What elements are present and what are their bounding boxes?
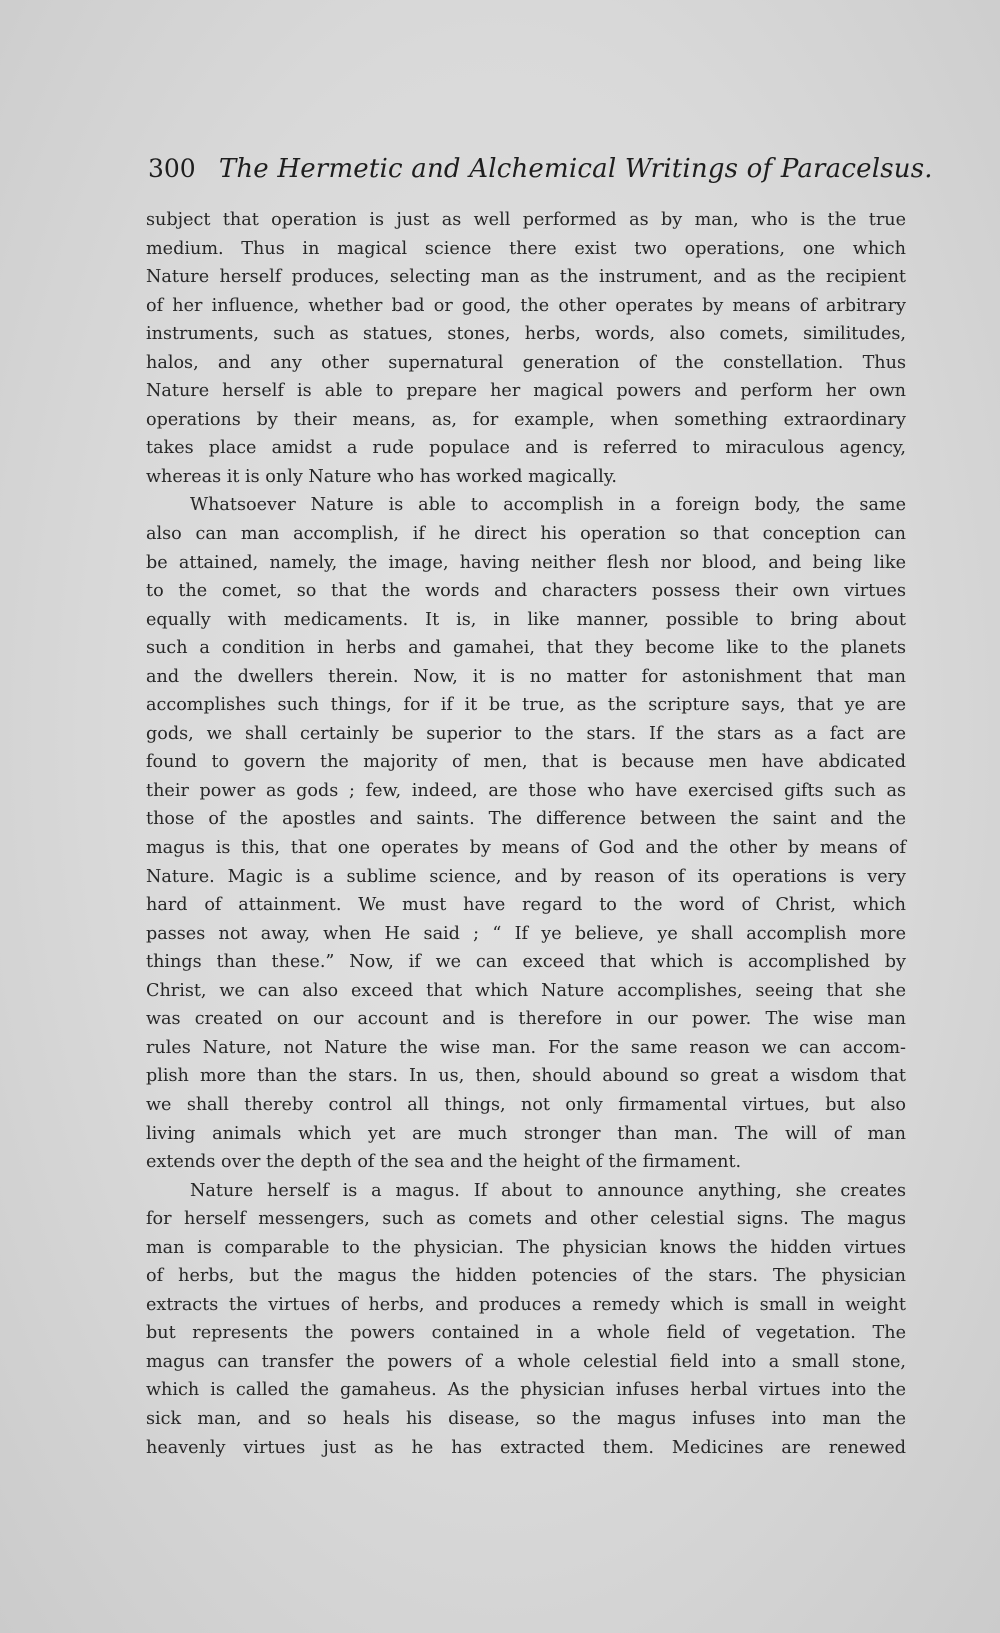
text-line: those of the apostles and saints. The difference between the saint and the (146, 809, 906, 830)
text-line: passes not away, when He said ; “ If ye believe, ye shall accomplish more (146, 923, 906, 944)
text-line: also can man accomplish, if he direct his operation so that conception can (146, 524, 906, 545)
text-line: extends over the depth of the sea and the height of the firmament. (146, 1152, 742, 1173)
text-line: magus is this, that one operates by means of God and the other by means of (146, 838, 906, 859)
text-line: takes place amidst a rude populace and is referred to miraculous agency, (146, 438, 906, 459)
running-title: The Hermetic and Alchemical Writings of Paracelsus. (218, 154, 933, 184)
text-line: extracts the virtues of herbs, and produces a remedy which is small in weight (146, 1294, 906, 1315)
text-line: halos, and any other supernatural generation of the constellation. Thus (146, 352, 906, 373)
page-header (148, 154, 933, 198)
text-line: gods, we shall certainly be superior to the stars. If the stars as a fact are (146, 723, 906, 744)
text-line: was created on our account and is therefore in our power. The wise man (146, 1009, 906, 1030)
text-line: sick man, and so heals his disease, so the magus infuses into man the (146, 1408, 906, 1429)
text-line: Nature herself produces, selecting man as the instrument, and as the recipient (146, 267, 906, 288)
text-line: be attained, namely, the image, having neither flesh nor blood, and being like (146, 552, 906, 573)
text-line: magus can transfer the powers of a whole celestial field into a small stone, (146, 1351, 906, 1372)
page-number: 300 (148, 154, 196, 183)
text-line: heavenly virtues just as he has extracted them. Medicines are renewed (146, 1437, 906, 1458)
text-line: living animals which yet are much stronger than man. The will of man (146, 1123, 906, 1144)
text-line: hard of attainment. We must have regard to the word of Christ, which (146, 895, 906, 916)
text-line: to the comet, so that the words and characters possess their own virtues (146, 581, 906, 602)
text-line: Christ, we can also exceed that which Nature accomplishes, seeing that she (146, 980, 906, 1001)
text-line: equally with medicaments. It is, in like manner, possible to bring about (146, 609, 906, 630)
text-line: of her influence, whether bad or good, the other operates by means of arbitrary (146, 295, 906, 316)
text-line: Nature herself is a magus. If about to announce anything, she creates (190, 1180, 906, 1201)
text-line: their power as gods ; few, indeed, are those who have exercised gifts such as (146, 780, 906, 801)
text-line: but represents the powers contained in a whole field of vegetation. The (146, 1323, 906, 1344)
text-line: accomplishes such things, for if it be true, as the scripture says, that ye are (146, 695, 906, 716)
text-line: found to govern the majority of men, that is because men have abdicated (146, 752, 906, 773)
text-line: such a condition in herbs and gamahei, that they become like to the planets (146, 638, 906, 659)
text-line: subject that operation is just as well performed as by man, who is the true (146, 210, 906, 230)
text-line: Nature. Magic is a sublime science, and by reason of its operations is very (146, 866, 906, 887)
text-line: operations by their means, as, for example, when something extraordinary (146, 409, 906, 430)
text-line: rules Nature, not Nature the wise man. For the same reason we can accom- (146, 1037, 906, 1058)
text-line: for herself messengers, such as comets and other celestial signs. The magus (146, 1209, 906, 1230)
text-line: whereas it is only Nature who has worked magically. (146, 466, 617, 487)
text-line: things than these.” Now, if we can exceed that which is accomplished by (146, 952, 906, 973)
text-line: which is called the gamaheus. As the physician infuses herbal virtues into the (146, 1380, 906, 1401)
text-line: instruments, such as statues, stones, herbs, words, also comets, similitudes, (146, 324, 906, 345)
text-line: Whatsoever Nature is able to accomplish in a foreign body, the same (190, 495, 906, 516)
text-line: man is comparable to the physician. The physician knows the hidden virtues (146, 1237, 906, 1258)
text-line: of herbs, but the magus the hidden potencies of the stars. The physician (146, 1266, 906, 1287)
text-line: medium. Thus in magical science there exist two operations, one which (146, 238, 906, 259)
text-line: Nature herself is able to prepare her magical powers and perform her own (146, 381, 906, 402)
text-line: and the dwellers therein. Now, it is no matter for astonishment that man (146, 666, 906, 687)
text-line: plish more than the stars. In us, then, should abound so great a wisdom that (146, 1066, 906, 1087)
body-text (146, 206, 906, 1462)
text-line: we shall thereby control all things, not only firmamental virtues, but also (146, 1094, 906, 1115)
